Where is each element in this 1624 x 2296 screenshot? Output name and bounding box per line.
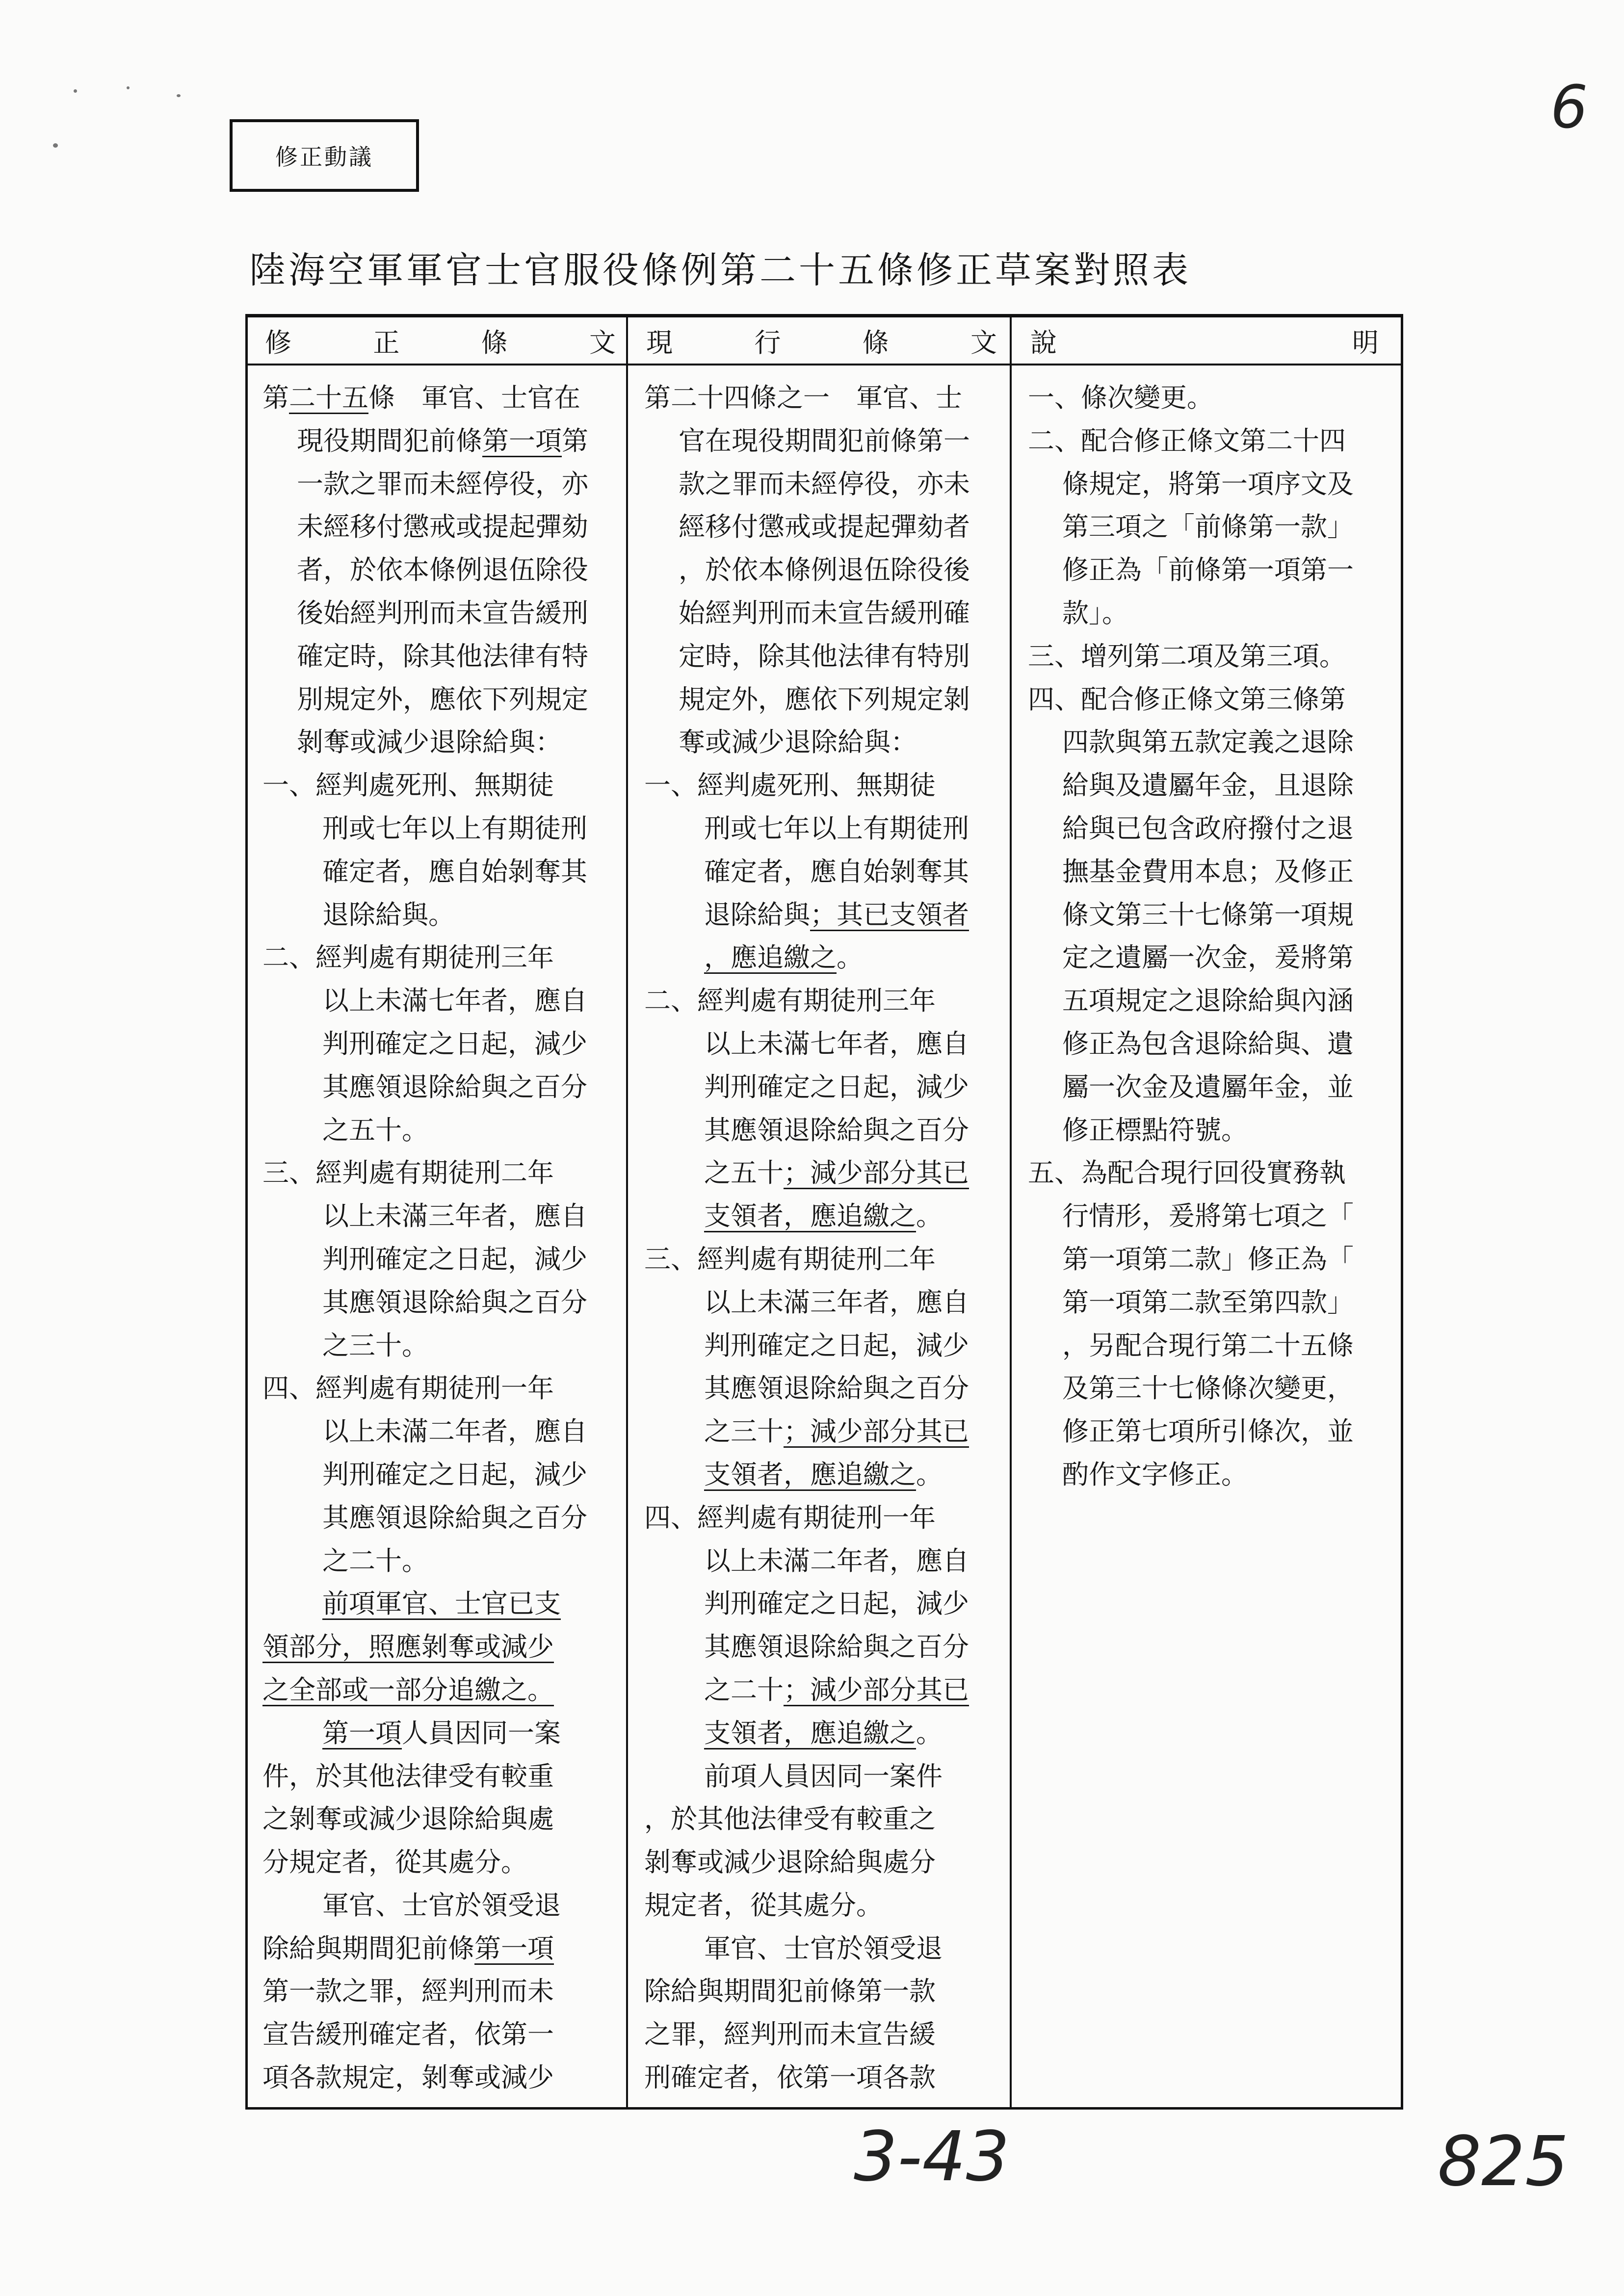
- scan-speck: [177, 94, 181, 97]
- text-segment: 定時，除其他法律有特別: [679, 640, 970, 672]
- text-segment: 第一項第二款」修正為「: [1062, 1243, 1354, 1275]
- text-line: [262, 505, 588, 548]
- text-line: [1028, 1367, 1354, 1410]
- text-segment: 及第三十七條條次變更，: [1062, 1373, 1354, 1404]
- text-segment: 其應領退除給與之百分: [322, 1071, 587, 1102]
- text-line: [644, 764, 970, 807]
- text-segment: 。: [916, 1200, 943, 1232]
- text-line: [644, 1022, 970, 1066]
- text-segment: 以上未滿七年者，應自: [704, 1028, 969, 1059]
- text-segment: 判刑確定之日起，減少: [322, 1028, 587, 1059]
- amended-text: ；其已支領者: [810, 899, 969, 930]
- column-divider: [1010, 317, 1012, 2107]
- footer-page-mark: 3-43: [854, 2117, 1010, 2197]
- text-segment: 以上未滿七年者，應自: [322, 985, 587, 1017]
- text-segment: 之五十。: [322, 1114, 428, 1146]
- text-line: [262, 2056, 588, 2099]
- text-segment: ，於依本條例退伍除役後: [679, 554, 970, 586]
- text-segment: 第二十四條之一 軍官、士: [644, 382, 962, 413]
- text-line: [1028, 1022, 1354, 1066]
- text-segment: 行情形，爰將第七項之「: [1062, 1200, 1354, 1232]
- text-line: [262, 635, 588, 678]
- text-line: [644, 1539, 970, 1583]
- text-segment: 撫基金費用本息；及修正: [1062, 856, 1354, 887]
- text-line: [644, 1367, 970, 1410]
- amended-text: 二十五: [289, 382, 368, 413]
- text-line: [262, 419, 588, 463]
- text-segment: 者，於依本條例退伍除役: [297, 554, 588, 586]
- text-segment: 第三項之「前條第一款」: [1062, 511, 1354, 543]
- current-text-column: [644, 376, 970, 2099]
- text-segment: 剝奪或減少退除給與處分: [644, 1847, 936, 1878]
- text-line: [1028, 592, 1354, 635]
- text-line: [262, 463, 588, 506]
- text-line: [262, 1841, 588, 1884]
- text-line: [644, 1066, 970, 1109]
- text-line: [644, 893, 970, 937]
- explanation-column: [1028, 376, 1354, 1496]
- header-divider: [248, 364, 1401, 365]
- text-segment: 修正為「前條第一項第一: [1062, 554, 1354, 586]
- text-line: [644, 1109, 970, 1152]
- text-segment: 款之罪而未經停役，亦未: [679, 468, 970, 499]
- text-segment: 之二十。: [322, 1545, 428, 1576]
- text-line: [1028, 1066, 1354, 1109]
- text-line: [644, 1410, 970, 1453]
- text-segment: 定之遺屬一次金，爰將第: [1062, 942, 1354, 973]
- text-line: [644, 1884, 970, 1927]
- text-line: [262, 1496, 588, 1539]
- text-line: [262, 1755, 588, 1798]
- text-line: [644, 1324, 970, 1367]
- text-segment: 軍官、士官於領受退: [322, 1889, 561, 1921]
- text-segment: 條 軍官、士官在: [368, 382, 580, 413]
- text-segment: 第: [562, 425, 588, 456]
- text-line: [262, 1238, 588, 1281]
- text-segment: 二、經判處有期徒刑三年: [262, 942, 554, 973]
- amended-text: 支領者，應追繳之: [704, 1717, 916, 1748]
- text-line: [262, 1281, 588, 1324]
- text-segment: 四、經判處有期徒刑一年: [644, 1502, 936, 1533]
- text-line: [644, 1582, 970, 1625]
- header-char: 條: [862, 327, 889, 358]
- text-line: [262, 1022, 588, 1066]
- text-line: [262, 1625, 588, 1669]
- header-proposed-text: [265, 317, 621, 364]
- header-char: 文: [970, 327, 997, 358]
- text-line: [644, 850, 970, 893]
- text-line: [1028, 505, 1354, 548]
- text-line: [644, 376, 970, 419]
- text-line: [262, 678, 588, 721]
- text-line: [262, 592, 588, 635]
- header-char: 條: [481, 327, 508, 358]
- text-segment: 之剝奪或減少退除給與處: [262, 1803, 554, 1835]
- text-line: [644, 1841, 970, 1884]
- text-line: [262, 1410, 588, 1453]
- text-line: [644, 1625, 970, 1669]
- text-segment: 之三十: [704, 1416, 784, 1447]
- text-segment: 四、配合修正條文第三條第: [1028, 683, 1346, 715]
- text-segment: 件，於其他法律受有較重: [262, 1760, 554, 1792]
- text-line: [262, 893, 588, 937]
- text-segment: 宣告緩刑確定者，依第一: [262, 2019, 554, 2050]
- text-segment: 項各款規定，剝奪或減少: [262, 2062, 554, 2093]
- text-line: [644, 548, 970, 592]
- text-line: [1028, 979, 1354, 1022]
- amended-text: 領部分，照應剝奪或減少: [262, 1631, 554, 1663]
- text-segment: 。: [837, 942, 863, 973]
- text-line: [644, 1712, 970, 1755]
- text-line: [262, 1066, 588, 1109]
- text-segment: 修正第七項所引條次，並: [1062, 1416, 1354, 1447]
- text-segment: 未經移付懲戒或提起彈劾: [297, 511, 588, 543]
- text-line: [644, 807, 970, 850]
- text-segment: 修正標點符號。: [1062, 1114, 1248, 1146]
- text-line: [262, 1453, 588, 1496]
- text-line: [1028, 764, 1354, 807]
- text-segment: 除給與期間犯前條第一款: [644, 1976, 936, 2007]
- text-line: [262, 1324, 588, 1367]
- text-segment: 規定者，從其處分。: [644, 1889, 883, 1921]
- text-line: [1028, 635, 1354, 678]
- text-segment: 二、經判處有期徒刑三年: [644, 985, 936, 1017]
- text-line: [644, 1151, 970, 1195]
- text-line: [262, 376, 588, 419]
- text-line: [644, 592, 970, 635]
- amended-text: 第一項: [474, 1932, 554, 1964]
- corner-mark: 825: [1438, 2122, 1569, 2202]
- amended-text: 之全部或一部分追繳之。: [262, 1674, 554, 1705]
- text-segment: 官在現役期間犯前條第一: [679, 425, 970, 456]
- text-line: [1028, 1324, 1354, 1367]
- text-segment: 以上未滿三年者，應自: [322, 1200, 587, 1232]
- text-line: [644, 1669, 970, 1712]
- text-line: [1028, 419, 1354, 463]
- text-line: [262, 979, 588, 1022]
- text-line: [644, 721, 970, 764]
- text-segment: 修正為包含退除給與、遺: [1062, 1028, 1354, 1059]
- text-segment: 刑或七年以上有期徒刑: [322, 812, 587, 844]
- header-explanation: [1030, 317, 1384, 364]
- amended-text: 支領者，應追繳之: [704, 1200, 916, 1232]
- text-segment: 別規定外，應依下列規定: [297, 683, 588, 715]
- text-segment: 一、條次變更。: [1028, 382, 1213, 413]
- text-line: [262, 1151, 588, 1195]
- text-segment: 一、經判處死刑、無期徒: [644, 770, 936, 801]
- text-line: [262, 1712, 588, 1755]
- text-line: [262, 1539, 588, 1583]
- header-char: 正: [373, 327, 400, 358]
- text-segment: 給與已包含政府撥付之退: [1062, 812, 1354, 844]
- text-segment: ，另配合現行第二十五條: [1062, 1330, 1354, 1361]
- text-line: [1028, 1109, 1354, 1152]
- scan-speck: [74, 89, 77, 93]
- text-segment: 一款之罪而未經停役，亦: [297, 468, 588, 499]
- text-line: [644, 1281, 970, 1324]
- text-segment: 三、經判處有期徒刑二年: [644, 1243, 936, 1275]
- column-divider: [626, 317, 628, 2107]
- scan-speck: [127, 86, 130, 89]
- text-line: [644, 505, 970, 548]
- text-segment: 酌作文字修正。: [1062, 1459, 1248, 1490]
- text-segment: ，於其他法律受有較重之: [644, 1803, 936, 1835]
- text-line: [644, 635, 970, 678]
- text-segment: 其應領退除給與之百分: [322, 1502, 587, 1533]
- text-line: [262, 548, 588, 592]
- text-line: [644, 2013, 970, 2056]
- text-segment: 三、經判處有期徒刑二年: [262, 1157, 554, 1189]
- text-line: [1028, 807, 1354, 850]
- text-line: [1028, 850, 1354, 893]
- text-line: [644, 463, 970, 506]
- text-segment: 給與及遺屬年金，且退除: [1062, 770, 1354, 801]
- header-char: 說: [1030, 327, 1057, 358]
- text-segment: 屬一次金及遺屬年金，並: [1062, 1071, 1354, 1102]
- text-segment: 確定者，應自始剝奪其: [322, 856, 587, 887]
- text-line: [1028, 1410, 1354, 1453]
- text-line: [644, 2056, 970, 2099]
- text-line: [644, 1755, 970, 1798]
- text-segment: 款」。: [1062, 597, 1128, 628]
- text-segment: 三、增列第二項及第三項。: [1028, 640, 1346, 672]
- text-line: [644, 1927, 970, 1970]
- text-line: [644, 936, 970, 979]
- text-segment: 以上未滿三年者，應自: [704, 1286, 969, 1318]
- text-segment: 前項人員因同一案件: [704, 1760, 943, 1792]
- text-line: [262, 2013, 588, 2056]
- text-line: [262, 1669, 588, 1712]
- amended-text: ；減少部分其已: [784, 1674, 969, 1705]
- text-line: [644, 1453, 970, 1496]
- text-line: [1028, 1281, 1354, 1324]
- text-line: [262, 1970, 588, 2013]
- text-line: [262, 1927, 588, 1970]
- header-char: 現: [646, 327, 673, 358]
- text-segment: 。: [916, 1459, 943, 1490]
- text-line: [262, 1884, 588, 1927]
- text-segment: 條文第三十七條第一項規: [1062, 899, 1354, 930]
- text-segment: 後始經判刑而未宣告緩刑: [297, 597, 588, 628]
- text-segment: 人員因同一案: [402, 1717, 561, 1748]
- text-segment: 除給與期間犯前條: [262, 1932, 474, 1964]
- text-segment: 奪或減少退除給與：: [679, 727, 917, 758]
- text-line: [1028, 1238, 1354, 1281]
- text-line: [644, 1798, 970, 1841]
- text-segment: 確定者，應自始剝奪其: [704, 856, 969, 887]
- text-line: [644, 1195, 970, 1238]
- header-char: 行: [754, 327, 781, 358]
- text-segment: 之三十。: [322, 1330, 428, 1361]
- text-segment: 四款與第五款定義之退除: [1062, 727, 1354, 758]
- text-segment: 判刑確定之日起，減少: [322, 1243, 587, 1275]
- text-segment: 確定時，除其他法律有特: [297, 640, 588, 672]
- text-segment: 五、為配合現行回役實務執: [1028, 1157, 1346, 1189]
- header-char: 明: [1352, 327, 1379, 358]
- amended-text: 第一項: [482, 425, 562, 456]
- amended-text: ，應追繳之: [704, 942, 837, 973]
- text-segment: 退除給與。: [322, 899, 455, 930]
- text-line: [1028, 376, 1354, 419]
- text-line: [1028, 678, 1354, 721]
- comparison-table: [245, 314, 1403, 2110]
- text-segment: 一、經判處死刑、無期徒: [262, 770, 554, 801]
- text-line: [1028, 893, 1354, 937]
- text-segment: 判刑確定之日起，減少: [704, 1588, 969, 1619]
- text-line: [262, 1582, 588, 1625]
- text-segment: 之五十: [704, 1157, 784, 1189]
- text-line: [262, 1367, 588, 1410]
- header-current-text: [646, 317, 1002, 364]
- header-char: 修: [265, 327, 291, 358]
- text-segment: 其應領退除給與之百分: [322, 1286, 587, 1318]
- text-segment: 以上未滿二年者，應自: [322, 1416, 587, 1447]
- text-line: [262, 936, 588, 979]
- scan-speck: [53, 143, 58, 148]
- amended-text: ；減少部分其已: [784, 1416, 969, 1447]
- text-line: [644, 678, 970, 721]
- text-line: [1028, 548, 1354, 592]
- text-segment: 二、配合修正條文第二十四: [1028, 425, 1346, 456]
- amended-text: 第一項: [322, 1717, 402, 1748]
- text-line: [644, 419, 970, 463]
- text-segment: 第一項第二款至第四款」: [1062, 1286, 1354, 1318]
- text-segment: 現役期間犯前條: [297, 425, 482, 456]
- text-segment: 其應領退除給與之百分: [704, 1114, 969, 1146]
- text-segment: 退除給與: [704, 899, 810, 930]
- text-line: [1028, 463, 1354, 506]
- text-line: [644, 1970, 970, 2013]
- text-line: [644, 979, 970, 1022]
- text-line: [1028, 1453, 1354, 1496]
- proposed-text-column: [262, 376, 588, 2099]
- text-line: [262, 1109, 588, 1152]
- text-segment: 判刑確定之日起，減少: [322, 1459, 587, 1490]
- text-segment: 判刑確定之日起，減少: [704, 1330, 969, 1361]
- amended-text: ；減少部分其已: [784, 1157, 969, 1189]
- text-segment: 第: [262, 382, 289, 413]
- text-line: [1028, 1151, 1354, 1195]
- text-line: [262, 764, 588, 807]
- text-line: [1028, 721, 1354, 764]
- text-segment: 四、經判處有期徒刑一年: [262, 1373, 554, 1404]
- text-segment: 剝奪或減少退除給與：: [297, 727, 562, 758]
- text-segment: 判刑確定之日起，減少: [704, 1071, 969, 1102]
- text-segment: 刑或七年以上有期徒刑: [704, 812, 969, 844]
- text-segment: 第一款之罪，經判刑而未: [262, 1976, 554, 2007]
- text-line: [262, 807, 588, 850]
- text-line: [644, 1496, 970, 1539]
- text-segment: 。: [916, 1717, 943, 1748]
- document-title: 陸海空軍軍官士官服役條例第二十五條修正草案對照表: [249, 249, 1191, 291]
- text-segment: 經移付懲戒或提起彈劾者: [679, 511, 970, 543]
- motion-badge: 修正動議: [230, 119, 419, 192]
- text-segment: 以上未滿二年者，應自: [704, 1545, 969, 1576]
- text-segment: 五項規定之退除給與內涵: [1062, 985, 1354, 1017]
- text-segment: 其應領退除給與之百分: [704, 1373, 969, 1404]
- header-char: 文: [589, 327, 616, 358]
- text-segment: 條規定，將第一項序文及: [1062, 468, 1354, 499]
- text-line: [262, 1798, 588, 1841]
- text-line: [262, 1195, 588, 1238]
- page-number: 6: [1550, 74, 1588, 142]
- text-segment: 之二十: [704, 1674, 784, 1705]
- text-segment: 軍官、士官於領受退: [704, 1932, 943, 1964]
- amended-text: 支領者，應追繳之: [704, 1459, 916, 1490]
- amended-text: 前項軍官、士官已支: [322, 1588, 561, 1619]
- text-line: [1028, 1195, 1354, 1238]
- text-segment: 規定外，應依下列規定剝: [679, 683, 970, 715]
- text-line: [262, 850, 588, 893]
- text-segment: 之罪，經判刑而未宣告緩: [644, 2019, 936, 2050]
- text-segment: 刑確定者，依第一項各款: [644, 2062, 936, 2093]
- text-segment: 分規定者，從其處分。: [262, 1847, 527, 1878]
- text-line: [644, 1238, 970, 1281]
- text-line: [262, 721, 588, 764]
- text-line: [1028, 936, 1354, 979]
- text-segment: 始經判刑而未宣告緩刑確: [679, 597, 970, 628]
- text-segment: 其應領退除給與之百分: [704, 1631, 969, 1663]
